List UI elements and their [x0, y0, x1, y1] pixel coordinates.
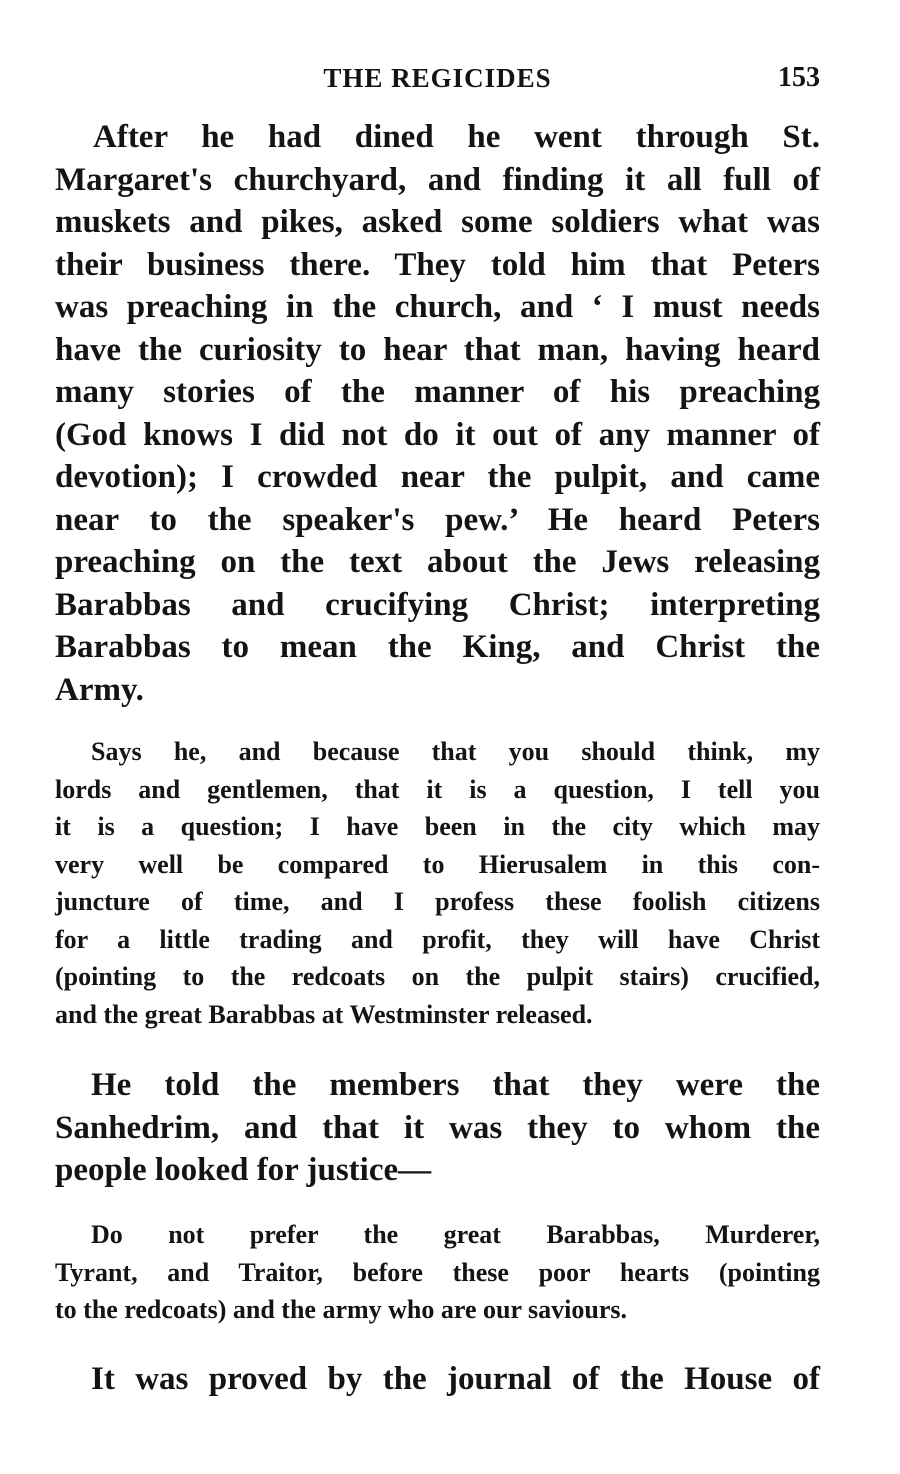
block-quote-2 — [55, 1216, 820, 1329]
text-line: very well be compared to Hierusalem in this con- — [55, 849, 820, 879]
text-line: lords and gentlemen, that it is a question, I tell you — [55, 774, 820, 804]
text-line: After he had dined he went through St. — [93, 119, 820, 155]
text-line: Barabbas to mean the King, and Christ the — [55, 629, 820, 665]
text-line: (pointing to the redcoats on the pulpit stairs) crucified, — [55, 962, 820, 991]
running-head — [55, 58, 820, 98]
text-line: Tyrant, and Traitor, before these poor hearts (pointing — [55, 1257, 820, 1287]
text-line: have the curiosity to hear that man, having heard — [55, 331, 820, 368]
text-line: near to the speaker's pew.’ He heard Peters — [55, 501, 820, 538]
page-number: 153 — [778, 62, 820, 93]
text-line: and the great Barabbas at Westminster released. — [55, 999, 593, 1029]
text-line: Army. — [55, 671, 144, 708]
paragraph-1 — [55, 116, 820, 711]
text-line: Barabbas and crucifying Christ; interpreting — [55, 586, 820, 623]
text-line: devotion); I crowded near the pulpit, and came — [55, 459, 820, 495]
running-title: THE REGICIDES — [323, 63, 552, 93]
text-line: (God knows I did not do it out of any manner of — [55, 416, 820, 453]
text-line: Do not prefer the great Barabbas, Murderer, — [91, 1220, 820, 1249]
text-line: people looked for justice— — [55, 1152, 432, 1188]
text-line: many stories of the manner of his preaching — [55, 374, 820, 410]
text-line: Margaret's churchyard, and finding it all full of — [55, 161, 820, 198]
paragraph-3 — [55, 1358, 820, 1401]
text-line: He told the members that they were the — [91, 1067, 820, 1103]
text-line: Sanhedrim, and that it was they to whom the — [55, 1109, 820, 1146]
text-line: Says he, and because that you should think, my — [91, 737, 820, 766]
text-line: was preaching in the church, and ‘ I must needs — [55, 289, 820, 325]
paragraph-2 — [55, 1064, 820, 1192]
text-line: it is a question; I have been in the city which may — [55, 812, 820, 841]
text-line: preaching on the text about the Jews releasing — [55, 544, 820, 580]
text-line: juncture of time, and I profess these foolish citizens — [55, 887, 820, 916]
block-quote-1 — [55, 733, 820, 1033]
text-line: their business there. They told him that Peters — [55, 246, 820, 283]
text-line: to the redcoats) and the army who are our saviours. — [55, 1295, 627, 1324]
text-line: It was proved by the journal of the House of — [91, 1361, 820, 1397]
text-line: for a little trading and profit, they will have Christ — [55, 924, 820, 954]
text-line: muskets and pikes, asked some soldiers what was — [55, 204, 820, 240]
